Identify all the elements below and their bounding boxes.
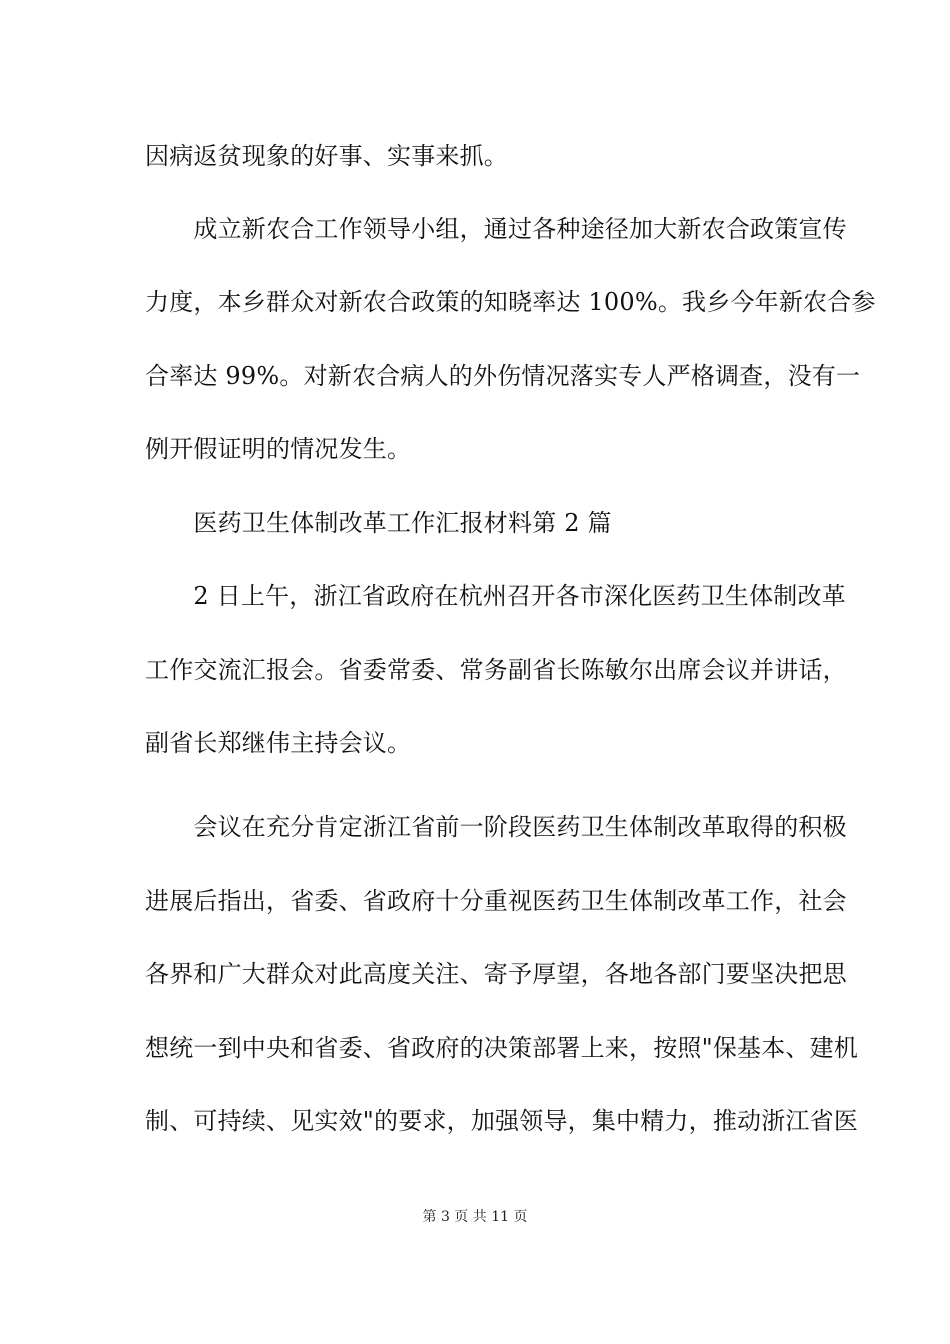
text-line: 2 日上午，浙江省政府在杭州召开各市深化医药卫生体制改革 <box>145 582 846 610</box>
text-line: 合率达 99%。对新农合病人的外伤情况落实专人严格调查，没有一 <box>145 362 861 390</box>
text-line: 制、可持续、见实效"的要求，加强领导，集中精力，推动浙江省医 <box>145 1107 859 1135</box>
text-line: 成立新农合工作领导小组，通过各种途径加大新农合政策宣传 <box>145 215 847 243</box>
text-line: 力度，本乡群众对新农合政策的知晓率达 100%。我乡今年新农合参 <box>145 288 876 316</box>
text-line: 进展后指出，省委、省政府十分重视医药卫生体制改革工作，社会 <box>145 887 847 915</box>
text-line: 工作交流汇报会。省委常委、常务副省长陈敏尔出席会议并讲话， <box>145 656 847 684</box>
text-line: 例开假证明的情况发生。 <box>145 435 412 463</box>
text-line: 因病返贫现象的好事、实事来抓。 <box>145 142 508 170</box>
page-number-footer: 第 3 页 共 11 页 <box>422 1209 528 1225</box>
text-line: 想统一到中央和省委、省政府的决策部署上来，按照"保基本、建机 <box>145 1034 859 1062</box>
text-line: 副省长郑继伟主持会议。 <box>145 729 412 757</box>
text-line: 各界和广大群众对此高度关注、寄予厚望，各地各部门要坚决把思 <box>145 960 847 988</box>
section-heading: 医药卫生体制改革工作汇报材料第 2 篇 <box>145 509 612 537</box>
text-line: 会议在充分肯定浙江省前一阶段医药卫生体制改革取得的积极 <box>145 813 847 841</box>
